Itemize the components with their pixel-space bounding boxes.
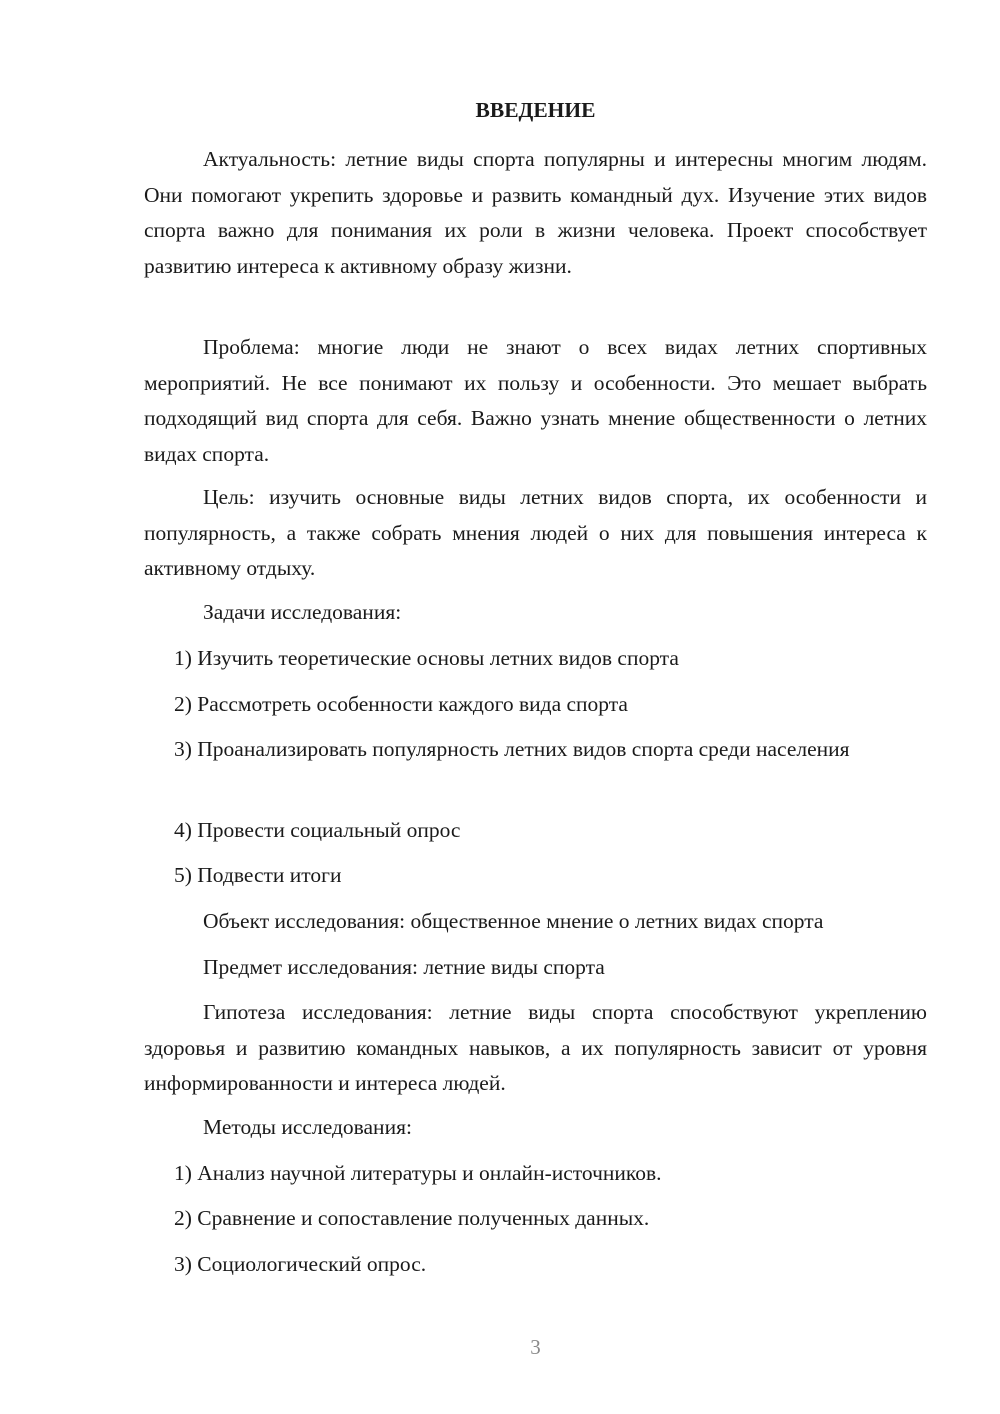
paragraph-problem: Проблема: многие люди не знают о всех видах летних спортивных мероприятий. Не все понимают их пользу и особенности. Это мешает выбрать подходящий вид спорта для себя. Важно узнать мнение общественности о летних видах спорта. xyxy=(144,335,927,466)
task-item-1: 1) Изучить теоретические основы летних видов спорта xyxy=(174,646,679,670)
page-number: 3 xyxy=(530,1335,541,1359)
task-item-5: 5) Подвести итоги xyxy=(174,863,342,887)
paragraph-hypothesis: Гипотеза исследования: летние виды спорта способствуют укреплению здоровья и развитию командных навыков, а их популярность зависит от уровня информированности и интереса людей. xyxy=(144,1000,927,1095)
task-item-4: 4) Провести социальный опрос xyxy=(174,818,461,842)
task-item-3: 3) Проанализировать популярность летних видов спорта среди населения xyxy=(174,737,850,761)
tasks-heading: Задачи исследования: xyxy=(203,600,402,624)
section-title: ВВЕДЕНИЕ xyxy=(475,98,596,122)
method-item-2: 2) Сравнение и сопоставление полученных данных. xyxy=(174,1206,650,1230)
methods-heading: Методы исследования: xyxy=(203,1115,412,1139)
method-item-1: 1) Анализ научной литературы и онлайн-источников. xyxy=(174,1161,662,1185)
method-item-3: 3) Социологический опрос. xyxy=(174,1252,427,1276)
paragraph-relevance: Актуальность: летние виды спорта популярны и интересны многим людям. Они помогают укрепить здоровье и развить командный дух. Изучение этих видов спорта важно для понимания их роли в жизни человека. Проект способствует развитию интереса к активному образу жизни. xyxy=(144,147,927,278)
task-item-2: 2) Рассмотреть особенности каждого вида спорта xyxy=(174,692,628,716)
document-page xyxy=(144,0,927,1414)
paragraph-object: Объект исследования: общественное мнение о летних видах спорта xyxy=(203,909,824,933)
paragraph-subject: Предмет исследования: летние виды спорта xyxy=(203,955,605,979)
paragraph-goal: Цель: изучить основные виды летних видов спорта, их особенности и популярность, а также собрать мнения людей о них для повышения интереса к активному отдыху. xyxy=(144,485,927,580)
